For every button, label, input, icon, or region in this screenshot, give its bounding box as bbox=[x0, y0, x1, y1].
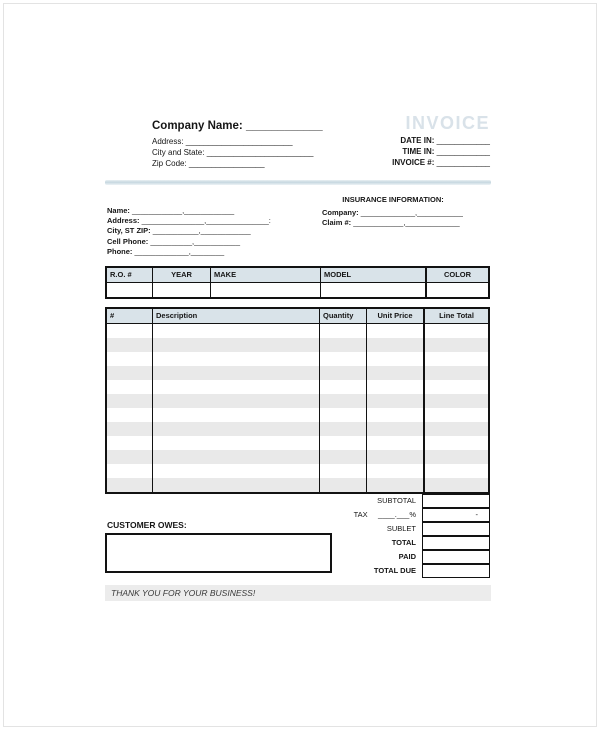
items-cell bbox=[423, 408, 488, 422]
items-cell bbox=[319, 324, 366, 338]
items-cell bbox=[152, 436, 319, 450]
vehicle-cell bbox=[320, 283, 425, 297]
field-label: Company: bbox=[322, 208, 361, 217]
form-field bbox=[152, 147, 323, 158]
items-cell bbox=[319, 366, 366, 380]
items-row bbox=[107, 380, 488, 394]
items-cell bbox=[107, 352, 152, 366]
items-cell bbox=[366, 352, 423, 366]
vehicle-table-header bbox=[107, 268, 488, 283]
form-field bbox=[107, 237, 271, 247]
items-cell bbox=[366, 394, 423, 408]
vehicle-cell bbox=[107, 283, 152, 297]
totals-label: SUBTOTAL bbox=[377, 496, 416, 505]
thank-you-message: THANK YOU FOR YOUR BUSINESS! bbox=[111, 588, 256, 598]
totals-value-box bbox=[422, 536, 490, 550]
company-name-label: Company Name: bbox=[152, 120, 243, 132]
form-field bbox=[392, 146, 490, 157]
items-cell bbox=[423, 436, 488, 450]
items-cell bbox=[319, 338, 366, 352]
items-header-description: Description bbox=[152, 309, 319, 323]
items-row bbox=[107, 436, 488, 450]
items-cell bbox=[107, 394, 152, 408]
items-row bbox=[107, 338, 488, 352]
form-field bbox=[322, 218, 464, 228]
items-cell bbox=[107, 408, 152, 422]
items-table-body bbox=[107, 324, 488, 492]
field-label: Address: bbox=[107, 216, 142, 226]
form-field bbox=[152, 136, 323, 147]
vehicle-cell bbox=[425, 283, 488, 297]
items-row bbox=[107, 366, 488, 380]
items-cell bbox=[423, 478, 488, 492]
totals-value-box bbox=[422, 522, 490, 536]
vehicle-header-year: YEAR bbox=[152, 268, 210, 282]
field-blank-line: ___________,____________ bbox=[152, 226, 251, 236]
items-cell bbox=[366, 478, 423, 492]
items-cell bbox=[107, 450, 152, 464]
items-cell bbox=[319, 394, 366, 408]
items-row bbox=[107, 324, 488, 338]
items-cell bbox=[423, 366, 488, 380]
items-row bbox=[107, 450, 488, 464]
items-cell bbox=[319, 408, 366, 422]
items-cell bbox=[319, 464, 366, 478]
field-label: Name: bbox=[107, 206, 133, 215]
form-field bbox=[392, 157, 490, 168]
items-cell bbox=[423, 464, 488, 478]
items-cell bbox=[107, 464, 152, 478]
items-cell bbox=[366, 436, 423, 450]
items-cell bbox=[423, 324, 488, 338]
items-row bbox=[107, 394, 488, 408]
field-label: City and State: bbox=[152, 148, 207, 157]
items-cell bbox=[366, 380, 423, 394]
field-blank-line: _________________ bbox=[188, 159, 265, 168]
field-blank-line: _______________,_______________: bbox=[141, 216, 271, 226]
items-cell bbox=[152, 366, 319, 380]
items-cell bbox=[152, 380, 319, 394]
form-field bbox=[107, 226, 271, 236]
items-cell bbox=[366, 464, 423, 478]
company-name-blank-line: ____________ bbox=[245, 120, 323, 132]
vehicle-cell bbox=[152, 283, 210, 297]
field-blank-line: _____________,________ bbox=[134, 246, 225, 256]
totals-value-box bbox=[422, 564, 490, 578]
field-label: Zip Code: bbox=[152, 159, 189, 168]
items-cell bbox=[152, 338, 319, 352]
items-cell bbox=[107, 380, 152, 394]
items-cell bbox=[152, 464, 319, 478]
items-row bbox=[107, 422, 488, 436]
items-cell bbox=[366, 450, 423, 464]
company-header-block bbox=[152, 119, 323, 169]
items-cell bbox=[319, 352, 366, 366]
insurance-block bbox=[322, 195, 464, 228]
items-cell bbox=[366, 338, 423, 352]
items-cell bbox=[319, 478, 366, 492]
form-field bbox=[107, 206, 271, 216]
field-blank-line: ____________,____________ bbox=[132, 206, 235, 215]
items-cell bbox=[366, 366, 423, 380]
totals-label: SUBLET bbox=[386, 524, 416, 533]
items-cell bbox=[423, 380, 488, 394]
company-name-line bbox=[152, 119, 323, 134]
form-field bbox=[107, 247, 271, 257]
items-table-header bbox=[107, 309, 488, 324]
items-cell bbox=[107, 422, 152, 436]
totals-label: TOTAL bbox=[391, 538, 416, 547]
invoice-header-block bbox=[392, 113, 490, 168]
items-cell bbox=[319, 436, 366, 450]
field-blank-line: ____________ bbox=[436, 147, 490, 156]
vehicle-table bbox=[105, 266, 490, 299]
items-cell bbox=[319, 450, 366, 464]
items-cell bbox=[366, 324, 423, 338]
items-cell bbox=[152, 478, 319, 492]
invoice-meta-fields bbox=[392, 135, 490, 168]
items-cell bbox=[319, 380, 366, 394]
field-label: TIME IN: bbox=[402, 147, 437, 156]
field-blank-line: ________________________ bbox=[185, 137, 293, 146]
vehicle-header-ro: R.O. # bbox=[110, 270, 132, 279]
items-row bbox=[107, 464, 488, 478]
items-header-unit-price: Unit Price bbox=[366, 309, 423, 323]
items-row bbox=[107, 352, 488, 366]
invoice-title: INVOICE bbox=[405, 113, 490, 133]
customer-owes-box bbox=[105, 533, 332, 573]
items-cell bbox=[152, 422, 319, 436]
items-cell bbox=[107, 366, 152, 380]
items-cell bbox=[152, 352, 319, 366]
totals-label: PAID bbox=[398, 552, 416, 561]
form-field bbox=[152, 158, 323, 169]
field-label: DATE IN: bbox=[400, 136, 437, 145]
footer-band bbox=[105, 585, 491, 601]
vehicle-table-row bbox=[107, 283, 488, 297]
vehicle-header-make: MAKE bbox=[210, 268, 320, 282]
items-cell bbox=[366, 408, 423, 422]
items-cell bbox=[423, 394, 488, 408]
totals-value-box: - bbox=[422, 508, 490, 522]
customer-owes-label: CUSTOMER OWES: bbox=[107, 520, 187, 530]
field-blank-line: ____________ bbox=[436, 158, 490, 167]
items-cell bbox=[423, 450, 488, 464]
items-header-line-total: Line Total bbox=[423, 309, 488, 323]
items-table bbox=[105, 307, 490, 494]
items-cell bbox=[423, 352, 488, 366]
items-row bbox=[107, 408, 488, 422]
totals-value-box bbox=[422, 550, 490, 564]
items-cell bbox=[107, 338, 152, 352]
insurance-heading: INSURANCE INFORMATION: bbox=[342, 195, 444, 204]
totals-row bbox=[105, 494, 490, 508]
items-cell bbox=[152, 408, 319, 422]
form-field bbox=[322, 208, 464, 218]
items-cell bbox=[107, 324, 152, 338]
field-label: Cell Phone: bbox=[107, 236, 151, 246]
field-label: INVOICE #: bbox=[392, 158, 437, 167]
items-cell bbox=[366, 422, 423, 436]
items-cell bbox=[152, 394, 319, 408]
totals-value-box bbox=[422, 494, 490, 508]
items-cell bbox=[423, 422, 488, 436]
items-cell bbox=[152, 450, 319, 464]
field-label: Phone: bbox=[107, 246, 135, 256]
items-cell bbox=[423, 338, 488, 352]
form-field bbox=[392, 135, 490, 146]
totals-label: TOTAL DUE bbox=[373, 566, 416, 575]
items-cell bbox=[107, 478, 152, 492]
items-cell bbox=[107, 436, 152, 450]
company-address-fields bbox=[152, 136, 323, 169]
form-field bbox=[107, 216, 271, 226]
items-header-number: # bbox=[110, 311, 115, 320]
vehicle-cell bbox=[210, 283, 320, 297]
vehicle-header-color: COLOR bbox=[425, 268, 488, 282]
items-cell bbox=[152, 324, 319, 338]
field-blank-line: ____________,_____________ bbox=[353, 218, 460, 228]
field-blank-line: ____________ bbox=[436, 136, 490, 145]
field-blank-line: _____________,___________ bbox=[360, 208, 463, 217]
insurance-fields bbox=[322, 208, 464, 228]
totals-label: TAX ____.___% bbox=[353, 510, 416, 519]
items-cell bbox=[319, 422, 366, 436]
vehicle-header-model: MODEL bbox=[320, 268, 425, 282]
header-divider bbox=[105, 180, 491, 185]
field-label: Address: bbox=[152, 137, 186, 146]
field-label: City, ST ZIP: bbox=[107, 226, 153, 236]
items-header-quantity: Quantity bbox=[319, 309, 366, 323]
field-label: Claim #: bbox=[322, 218, 354, 228]
field-blank-line: __________,___________ bbox=[150, 236, 241, 246]
field-blank-line: ________________________ bbox=[206, 148, 314, 157]
items-row bbox=[107, 478, 488, 492]
customer-info-fields bbox=[107, 206, 271, 257]
